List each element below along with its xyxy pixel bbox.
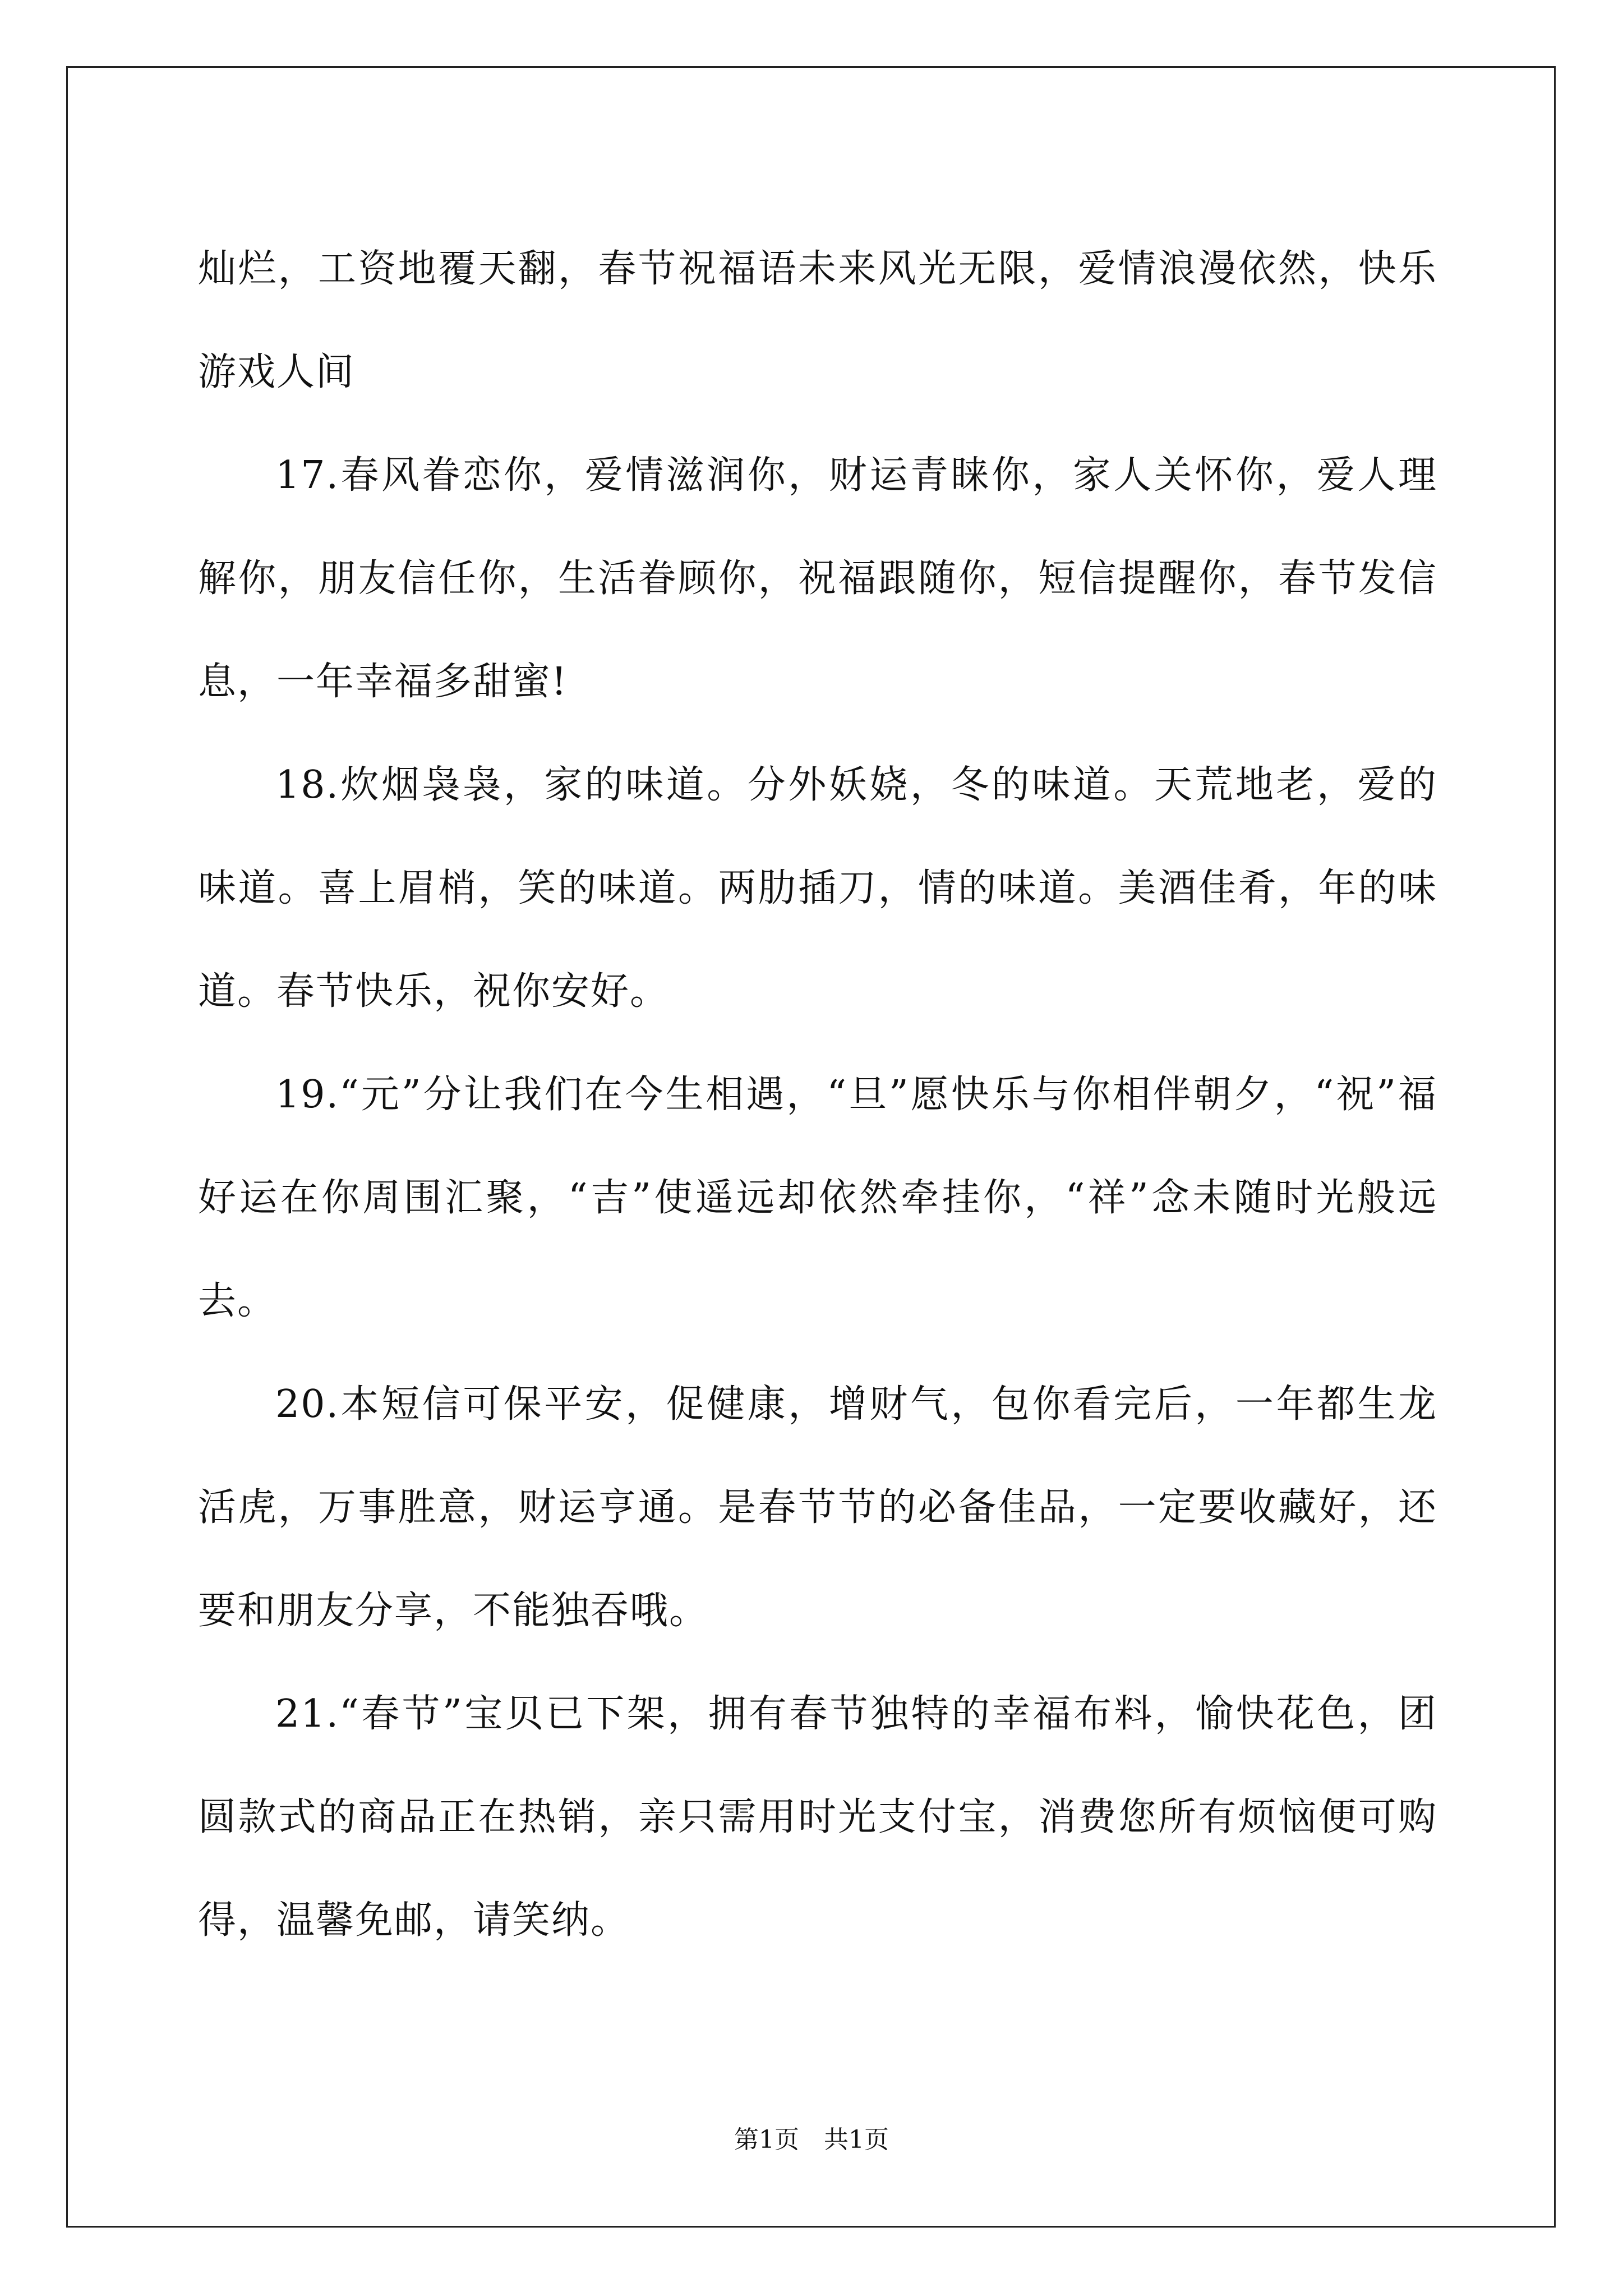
document-body bbox=[198, 218, 1437, 1972]
page-number-footer: 第1页 共1页 bbox=[734, 2125, 889, 2154]
paragraph-20: 20.本短信可保平安，促健康，增财气，包你看完后，一年都生龙活虎，万事胜意，财运亨通。是春节节的必备佳品，一定要收藏好，还要和朋友分享，不能独吞哦。 bbox=[198, 1382, 1437, 1633]
paragraph-18: 18.炊烟袅袅，家的味道。分外妖娆，冬的味道。天荒地老，爱的味道。喜上眉梢，笑的味道。两肋插刀，情的味道。美酒佳肴，年的味道。春节快乐，祝你安好。 bbox=[198, 763, 1437, 1014]
paragraph-21: 21.“春节”宝贝已下架，拥有春节独特的幸福布料，愉快花色，团圆款式的商品正在热销，亲只需用时光支付宝，消费您所有烦恼便可购得，温馨免邮，请笑纳。 bbox=[198, 1692, 1437, 1943]
paragraph-continuation: 灿烂，工资地覆天翻，春节祝福语未来风光无限，爱情浪漫依然，快乐游戏人间 bbox=[198, 247, 1437, 394]
paragraph-19: 19.“元”分让我们在今生相遇，“旦”愿快乐与你相伴朝夕，“祝”福好运在你周围汇聚，“吉”使遥远却依然牵挂你，“祥”念未随时光般远去。 bbox=[198, 1073, 1437, 1323]
paragraph-17: 17.春风眷恋你，爱情滋润你，财运青睐你，家人关怀你，爱人理解你，朋友信任你，生活眷顾你，祝福跟随你，短信提醒你，春节发信息，一年幸福多甜蜜! bbox=[198, 453, 1437, 704]
